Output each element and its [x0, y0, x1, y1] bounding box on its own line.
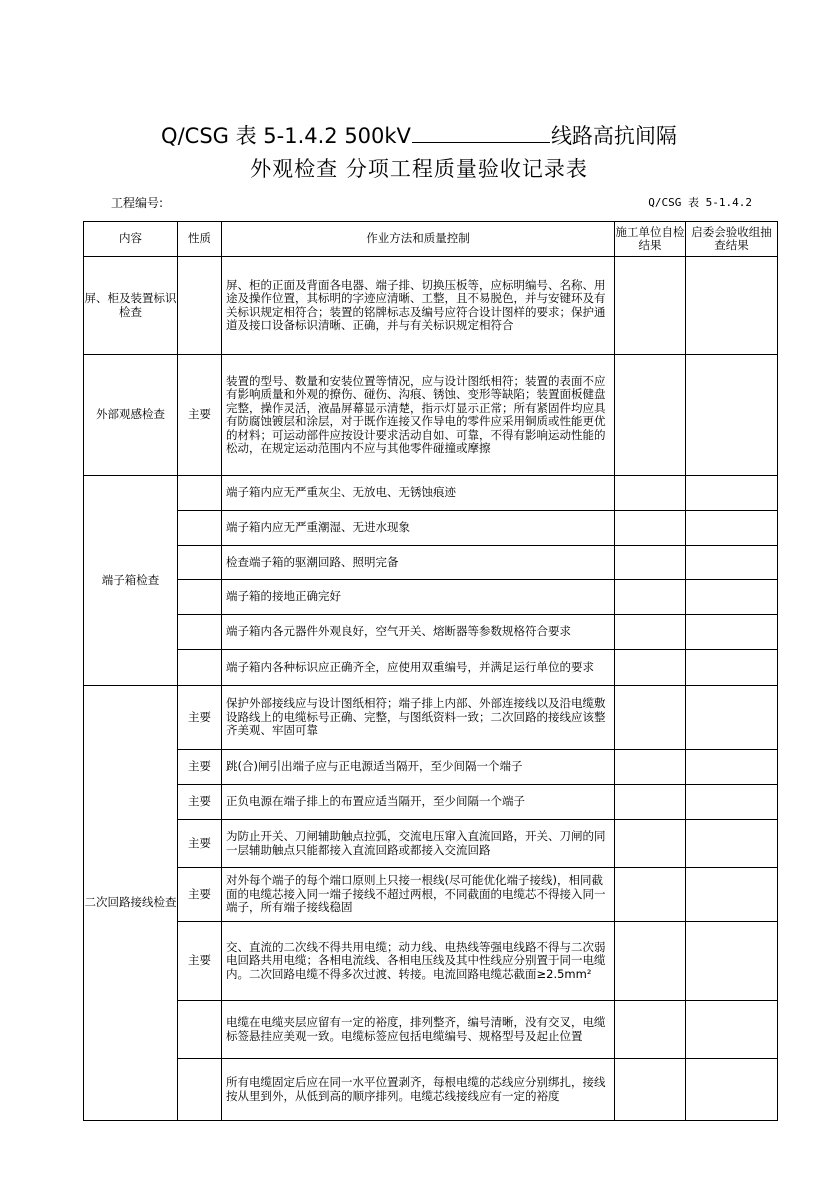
nature-cell	[178, 257, 222, 355]
committee-result-cell[interactable]	[686, 476, 778, 511]
header-nature: 性质	[178, 222, 222, 257]
nature-cell	[178, 511, 222, 546]
contractor-result-cell[interactable]	[615, 511, 686, 546]
nature-cell	[178, 546, 222, 580]
nature-cell: 主要	[178, 355, 222, 476]
contractor-result-cell[interactable]	[615, 868, 686, 922]
content-cell: 二次回路接线检查	[84, 686, 178, 1121]
title-prefix: Q/CSG 表 5-1.4.2 500kV	[161, 124, 411, 148]
method-cell: 端子箱内各元器件外观良好，空气开关、熔断器等参数规格符合要求	[222, 615, 615, 650]
content-cell: 屏、柜及装置标识检查	[84, 257, 178, 355]
method-cell: 端子箱的接地正确完好	[222, 580, 615, 615]
committee-result-cell[interactable]	[686, 615, 778, 650]
project-number-label: 工程编号:	[111, 196, 164, 210]
nature-cell	[178, 476, 222, 511]
committee-result-cell[interactable]	[686, 750, 778, 785]
contractor-result-cell[interactable]	[615, 750, 686, 785]
header-method: 作业方法和质量控制	[222, 222, 615, 257]
nature-cell: 主要	[178, 750, 222, 785]
contractor-result-cell[interactable]	[615, 355, 686, 476]
form-title	[0, 122, 838, 150]
table-row	[84, 511, 778, 546]
nature-cell: 主要	[178, 820, 222, 868]
method-cell: 所有电缆固定后应在同一水平位置剥齐，每根电缆的芯线应分别绑扎，接线按从里到外，从低到高的顺序排列。电缆芯线接线应有一定的裕度	[222, 1059, 615, 1121]
committee-result-cell[interactable]	[686, 257, 778, 355]
form-code: Q/CSG 表 5-1.4.2	[648, 196, 752, 209]
nature-cell	[178, 1001, 222, 1059]
method-cell: 跳(合)闸引出端子应与正电源适当隔开，至少间隔一个端子	[222, 750, 615, 785]
content-cell: 端子箱检查	[84, 476, 178, 686]
method-cell: 正负电源在端子排上的布置应适当隔开，至少间隔一个端子	[222, 785, 615, 820]
nature-cell	[178, 580, 222, 615]
table-row	[84, 922, 778, 1001]
method-cell: 电缆在电缆夹层应留有一定的裕度，排列整齐，编号清晰，没有交叉，电缆标签悬挂应美观一致。电缆标签应包括电缆编号、规格型号及起止位置	[222, 1001, 615, 1059]
line-name-blank[interactable]	[412, 122, 550, 143]
nature-cell	[178, 650, 222, 686]
committee-result-cell[interactable]	[686, 868, 778, 922]
contractor-result-cell[interactable]	[615, 922, 686, 1001]
committee-result-cell[interactable]	[686, 1001, 778, 1059]
nature-cell: 主要	[178, 868, 222, 922]
contractor-result-cell[interactable]	[615, 1001, 686, 1059]
nature-cell: 主要	[178, 686, 222, 750]
table-row	[84, 355, 778, 476]
table-row	[84, 257, 778, 355]
method-cell: 屏、柜的正面及背面各电器、端子排、切换压板等，应标明编号、名称、用途及操作位置，其标明的字迹应清晰、工整，且不易脱色，并与安键环及有关标识规定相符合；装置的铭牌标志及编号应符合设计图样的要求；保护通道及接口设备标识清晰、正确，并与有关标识规定相符合	[222, 257, 615, 355]
table-row	[84, 1059, 778, 1121]
method-cell: 端子箱内应无严重潮湿、无进水现象	[222, 511, 615, 546]
contractor-result-cell[interactable]	[615, 476, 686, 511]
contractor-result-cell[interactable]	[615, 785, 686, 820]
contractor-result-cell[interactable]	[615, 820, 686, 868]
table-header-row	[84, 222, 778, 257]
committee-result-cell[interactable]	[686, 511, 778, 546]
nature-cell	[178, 1059, 222, 1121]
method-cell: 端子箱内应无严重灰尘、无放电、无锈蚀痕迹	[222, 476, 615, 511]
method-cell: 对外每个端子的每个端口原则上只接一根线(尽可能优化端子接线)，相同截面的电缆芯接入同一端子接线不超过两根，不同截面的电缆芯不得接入同一端子，所有端子接线稳固	[222, 868, 615, 922]
table-row	[84, 476, 778, 511]
form-subtitle: 外观检查 分项工程质量验收记录表	[250, 157, 588, 181]
nature-cell: 主要	[178, 922, 222, 1001]
table-row	[84, 615, 778, 650]
contractor-result-cell[interactable]	[615, 650, 686, 686]
committee-result-cell[interactable]	[686, 686, 778, 750]
contractor-result-cell[interactable]	[615, 546, 686, 580]
committee-result-cell[interactable]	[686, 820, 778, 868]
header-contractor-result: 施工单位自检结果	[615, 222, 686, 257]
committee-result-cell[interactable]	[686, 580, 778, 615]
nature-cell	[178, 615, 222, 650]
method-cell: 装置的型号、数量和安装位置等情况，应与设计图纸相符；装置的表面不应有影响质量和外观的撩伤、碰伤、沟痕、锈蚀、变形等缺陷；装置面板健盘完整，操作灵活，液晶屏幕显示清楚，指示灯显示正常；所有紧固件均应具有防腐蚀镀层和涂层，对于既作连接又作导电的零件应采用铜质或性能更优的材料；可运动部件应按设计要求活动自如、可靠，不得有影响运动性能的松动，在规定运动范围内不应与其他零件碰撞或摩擦	[222, 355, 615, 476]
committee-result-cell[interactable]	[686, 546, 778, 580]
method-cell: 保护外部接线应与设计图纸相符；端子排上内部、外部连接线以及沿电缆敷设路线上的电缆标号正确、完整，与图纸资料一致；二次回路的接线应该整齐美观、牢固可靠	[222, 686, 615, 750]
committee-result-cell[interactable]	[686, 922, 778, 1001]
table-row	[84, 546, 778, 580]
contractor-result-cell[interactable]	[615, 686, 686, 750]
table-row	[84, 785, 778, 820]
nature-cell: 主要	[178, 785, 222, 820]
method-cell: 交、直流的二次线不得共用电缆；动力线、电热线等强电线路不得与二次弱电回路共用电缆；各相电流线、各相电压线及其中性线应分别置于同一电缆内。二次回路电缆不得多次过渡、转接。电流回路电缆芯截面≥2.5mm²	[222, 922, 615, 1001]
method-cell: 检查端子箱的驱潮回路、照明完备	[222, 546, 615, 580]
header-content: 内容	[84, 222, 178, 257]
table-row	[84, 580, 778, 615]
committee-result-cell[interactable]	[686, 355, 778, 476]
method-cell: 端子箱内各种标识应正确齐全，应使用双重编号，并满足运行单位的要求	[222, 650, 615, 686]
table-row	[84, 820, 778, 868]
committee-result-cell[interactable]	[686, 1059, 778, 1121]
title-suffix: 线路高抗间隔	[550, 124, 677, 148]
content-cell: 外部观感检查	[84, 355, 178, 476]
table-row	[84, 686, 778, 750]
committee-result-cell[interactable]	[686, 650, 778, 686]
contractor-result-cell[interactable]	[615, 580, 686, 615]
table-row	[84, 1001, 778, 1059]
contractor-result-cell[interactable]	[615, 615, 686, 650]
contractor-result-cell[interactable]	[615, 1059, 686, 1121]
contractor-result-cell[interactable]	[615, 257, 686, 355]
committee-result-cell[interactable]	[686, 785, 778, 820]
header-committee-result: 启委会验收组抽查结果	[686, 222, 778, 257]
table-row	[84, 650, 778, 686]
method-cell: 为防止开关、刀闸辅助触点拉弧，交流电压窜入直流回路，开关、刀闸的同一层辅助触点只能都接入直流回路或都接入交流回路	[222, 820, 615, 868]
table-row	[84, 750, 778, 785]
inspection-table	[83, 221, 778, 1121]
table-row	[84, 868, 778, 922]
